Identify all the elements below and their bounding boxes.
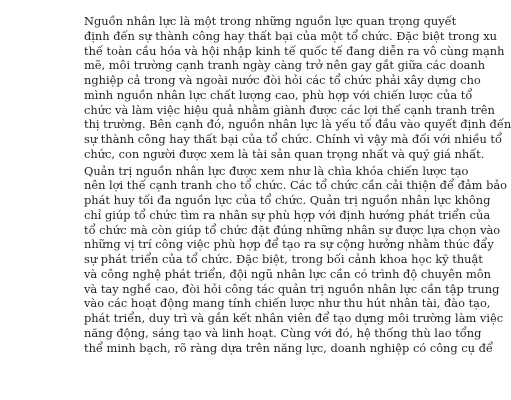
text-line: nên lợi thế cạnh tranh cho tổ chức. Các tổ chức cần cải thiện để đảm bảo — [84, 178, 508, 193]
paragraph-2 — [60, 163, 508, 356]
text-line: Quản trị nguồn nhân lực được xem như là chìa khóa chiến lược tạo — [84, 163, 469, 178]
text-line: phát huy tối đa nguồn lực của tổ chức. Quản trị nguồn nhân lực không — [84, 193, 491, 207]
text-line: thị trường. Bên cạnh đó, nguồn nhân lực là yếu tố đầu vào quyết định đến — [84, 117, 511, 132]
text-line: mình nguồn nhân lực chất lượng cao, phù hợp với chiến lược của tổ — [84, 87, 473, 102]
text-line: sự thành công hay thất bại của tổ chức. Chính vì vậy mà đối với nhiều tổ — [84, 132, 502, 146]
text-line: mẽ, môi trường cạnh tranh ngày càng trở nên gay gắt giữa các doanh — [84, 58, 486, 73]
text-line: vào các hoạt động mang tính chiến lược như thu hút nhân tài, đào tạo, — [84, 296, 491, 311]
text-line: chức, con người được xem là tài sản quan trọng nhất và quý giá nhất. — [84, 146, 485, 161]
text-line: chỉ giúp tổ chức tìm ra nhân sự phù hợp với định hướng phát triển của — [84, 207, 491, 222]
text-line: những vị trí công việc phù hợp để tạo ra sự cộng hưởng nhằm thúc đẩy — [84, 237, 494, 252]
text-line: và công nghệ phát triển, đội ngũ nhân lực cần có trình độ chuyên môn — [84, 266, 492, 281]
text-line: Nguồn nhân lực là một trong những nguồn lực quan trọng quyết — [84, 14, 457, 28]
text-line: chức và làm việc hiệu quả nhằm giành được các lợi thế cạnh tranh trên — [84, 102, 495, 117]
body-text — [60, 14, 511, 355]
paragraph-1 — [60, 14, 511, 162]
text-line: và tay nghề cao, đòi hỏi công tác quản trị nguồn nhân lực cần tập trung — [84, 281, 500, 296]
text-line: thế toàn cầu hóa và hội nhập kinh tế quốc tế đang diễn ra vô cùng mạnh — [84, 43, 505, 58]
text-line: nghiệp cả trong và ngoài nước đòi hỏi các tổ chức phải xây dựng cho — [84, 73, 481, 87]
text-line: sự phát triển của tổ chức. Đặc biệt, trong bối cảnh khoa học kỹ thuật — [84, 252, 483, 266]
text-line: thể minh bạch, rõ ràng dựa trên năng lực, doanh nghiệp có công cụ để — [84, 340, 493, 355]
text-line: năng động, sáng tạo và linh hoạt. Cùng với đó, hệ thống thù lao tổng — [84, 325, 482, 340]
text-line: phát triển, duy trì và gắn kết nhân viên để tạo dựng môi trường làm việc — [84, 311, 504, 325]
text-line: tổ chức mà còn giúp tổ chức đặt đúng những nhân sự được lựa chọn vào — [84, 222, 501, 237]
text-line: định đến sự thành công hay thất bại của một tổ chức. Đặc biệt trong xu — [84, 28, 497, 43]
